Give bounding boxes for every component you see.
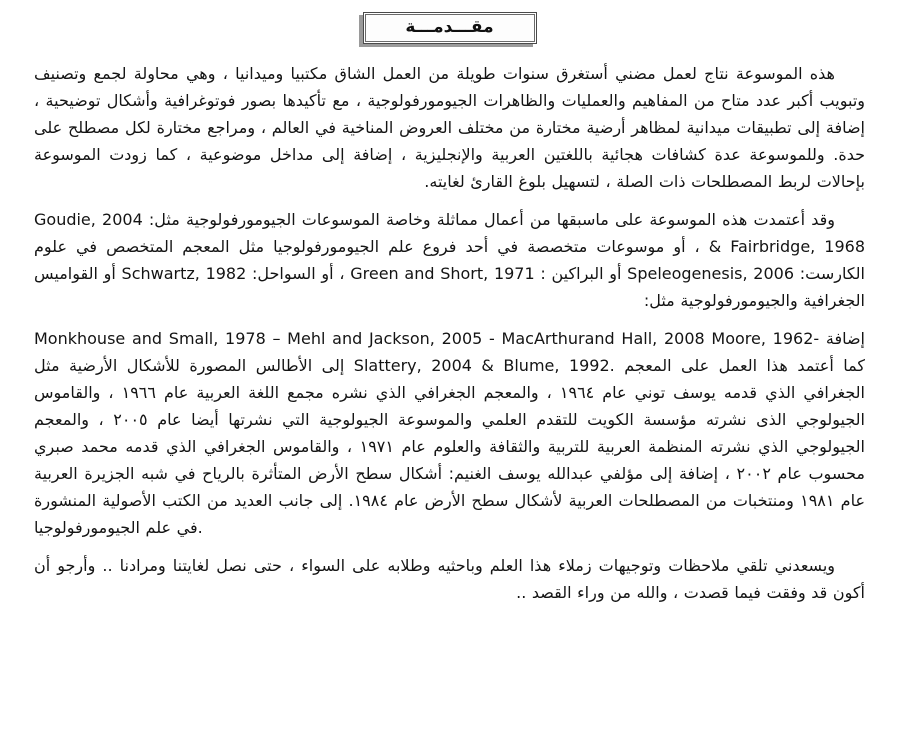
paragraph-encyclopedia-sources: وقد أعتمدت هذه الموسوعة على ماسبقها من أعمال مماثلة وخاصة الموسوعات الجيومورفولوجية مثل: Goudie, 2004 & Fairbridge, 1968 ، أو موسوعات متخصصة في أحد فروع علم الجيومورفولوجيا مثل المعجم المتخصص في علوم الكارست: Speleogenesis, 2006 أو البراكين : Green and Short, 1971 ، أو السواحل: Schwartz, 1982 أو القواميس الجغرافية والجيومورفولوجية مثل: [34, 210, 865, 310]
document-body [34, 60, 865, 606]
section-title-box [363, 12, 537, 44]
paragraph-closing-remarks: ويسعدني تلقي ملاحظات وتوجيهات زملاء هذا العلم وباحثيه وطلابه على السواء ، حتى نصل لغايتنا ومرادنا .. وأرجو أن أكون قد وفقت فيما قصدت ، والله من وراء القصد .. [34, 556, 865, 602]
paragraph-introduction: هذه الموسوعة نتاج لعمل مضني أستغرق سنوات طويلة من العمل الشاق مكتبيا وميدانيا ، وهي محاولة لجمع وتصنيف وتبويب أكبر عدد متاح من المفاهيم والعمليات والظاهرات الجيومورفولوجية ، مع تأكيدها بصور فوتوغرافية وأشكال توضيحية ، إضافة إلى تطبيقات ميدانية لمظاهر أرضية مختارة من مختلف العروض المناخية في العالم ، ومراجع مختارة لكل مصطلح على حدة. وللموسوعة عدة كشافات هجائية باللغتين العربية والإنجليزية ، إضافة إلى مداخل موضوعية ، كما زودت الموسوعة بإحالات لربط المصطلحات ذات الصلة ، لتسهيل بلوغ القارئ لغايته. [34, 64, 865, 191]
paragraph-references-list: Monkhouse and Small, 1978 – Mehl and Jackson, 2005 - MacArthurand Hall, 2008 Moore, 1962- إضافة إلى الأطالس المصورة للأشكال الأرضية مثل Slattery, 2004 & Blume, 1992. كما أعتمد هذا العمل على المعجم الجغرافي الذي قدمه يوسف توني عام ١٩٦٤ ، والمعجم الجغرافي الذي نشره مجمع اللغة العربية عام ١٩٦٦ ، والقاموس الجيولوجي الذى نشرته مؤسسة الكويت للتقدم العلمي والموسوعة الجيولوجية التي نشرتها أيضا عام ٢٠٠٥ ، والمعجم الجيولوجي الذي نشرته المنظمة العربية للتربية والثقافة والعلوم عام ١٩٧١ ، والقاموس الجغرافي الذي قدمه محمد صبري محسوب عام ٢٠٠٢ ، إضافة إلى مؤلفي عبدالله يوسف الغنيم: أشكال سطح الأرض المتأثرة بالرياح في شبه الجزيرة العربية عام ١٩٨١ ومنتخبات من المصطلحات العربية لأشكال سطح الأرض عام ١٩٨٤. إلى جانب العديد من الكتب الأصولية المنشورة في علم الجيومورفولوجيا. [34, 329, 866, 537]
page-title: مقـــدمـــة [405, 17, 494, 37]
